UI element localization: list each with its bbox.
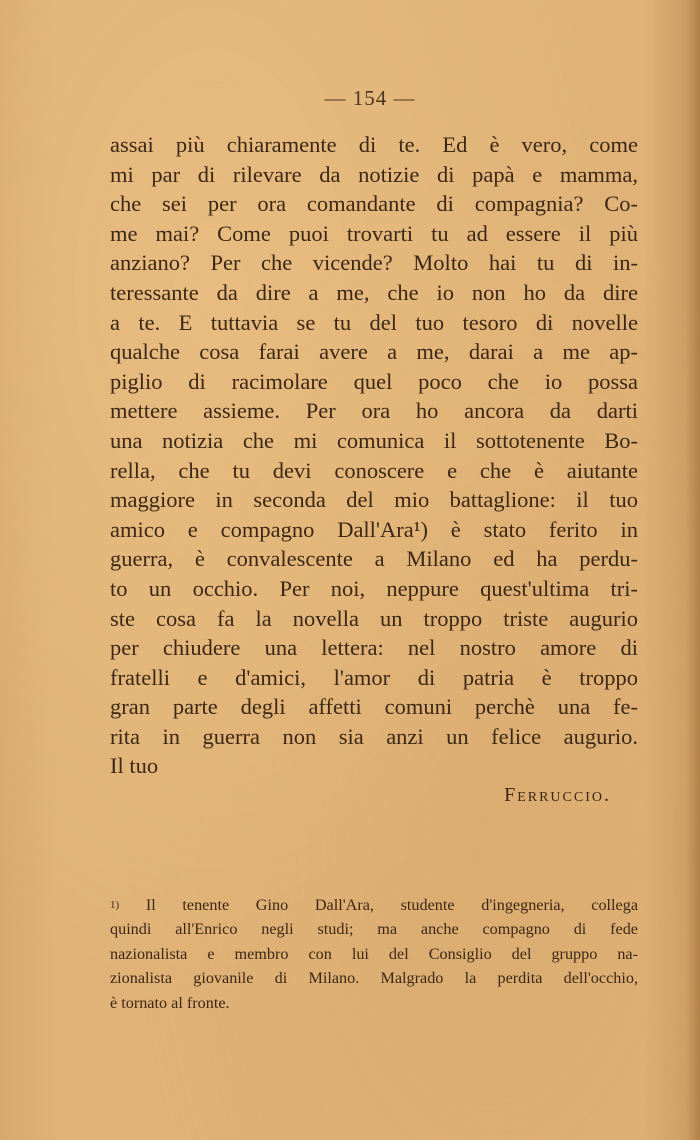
page-edge-shadow bbox=[686, 0, 700, 1140]
text-line: che sei per ora comandante di compagnia? Co- bbox=[110, 191, 638, 217]
footnote-line-text: Il tenente Gino Dall'Ara, studente d'ingegneria, collega bbox=[145, 896, 638, 914]
text-line: a te. E tuttavia se tu del tuo tesoro di novelle bbox=[110, 309, 638, 335]
letter-body bbox=[110, 130, 638, 781]
text-line: fratelli e d'amici, l'amor di patria è troppo bbox=[110, 664, 638, 690]
text-line: ste cosa fa la novella un troppo triste augurio bbox=[110, 605, 638, 631]
text-line: mettere assieme. Per ora ho ancora da darti bbox=[110, 398, 638, 424]
page-number: — 154 — bbox=[324, 86, 416, 110]
text-line: gran parte degli affetti comuni perchè una fe- bbox=[110, 694, 638, 720]
footnote bbox=[110, 893, 638, 1015]
text-line: piglio di racimolare quel poco che io possa bbox=[110, 368, 638, 394]
footnote-line: zionalista giovanile di Milano. Malgrado la perdita dell'occhio, bbox=[110, 969, 638, 988]
text-line: una notizia che mi comunica il sottotenente Bo- bbox=[110, 427, 638, 453]
text-line: assai più chiaramente di te. Ed è vero, come bbox=[110, 132, 638, 157]
footnote-line: nazionalista e membro con lui del Consiglio del gruppo na- bbox=[110, 944, 638, 963]
text-line: guerra, è convalescente a Milano ed ha perdu- bbox=[110, 546, 638, 572]
text-line: rita in guerra non sia anzi un felice augurio. bbox=[110, 723, 638, 749]
footnote-line: è tornato al fronte. bbox=[110, 993, 230, 1012]
text-line: mi par di rilevare da notizie di papà e mamma, bbox=[110, 161, 638, 187]
text-line: maggiore in seconda del mio battaglione: il tuo bbox=[110, 487, 638, 513]
text-line: teressante da dire a me, che io non ho da dire bbox=[110, 279, 638, 305]
text-line: rella, che tu devi conoscere e che è aiutante bbox=[110, 457, 638, 483]
signature: Ferruccio. bbox=[504, 784, 611, 806]
footnote-line: quindi all'Enrico negli studi; ma anche compagno di fede bbox=[110, 920, 638, 939]
text-line: me mai? Come puoi trovarti tu ad essere il più bbox=[110, 220, 638, 246]
footnote-marker: 1) bbox=[110, 899, 120, 911]
text-line: to un occhio. Per noi, neppure quest'ultima tri- bbox=[110, 575, 638, 601]
footnote-line bbox=[110, 893, 638, 917]
text-line: amico e compagno Dall'Ara¹) è stato ferito in bbox=[110, 516, 638, 542]
text-line-closing: Il tuo bbox=[110, 753, 159, 779]
text-line: anziano? Per che vicende? Molto hai tu di in- bbox=[110, 250, 638, 276]
text-line: qualche cosa farai avere a me, darai a me ap- bbox=[110, 339, 638, 365]
text-line: per chiudere una lettera: nel nostro amore di bbox=[110, 635, 638, 661]
